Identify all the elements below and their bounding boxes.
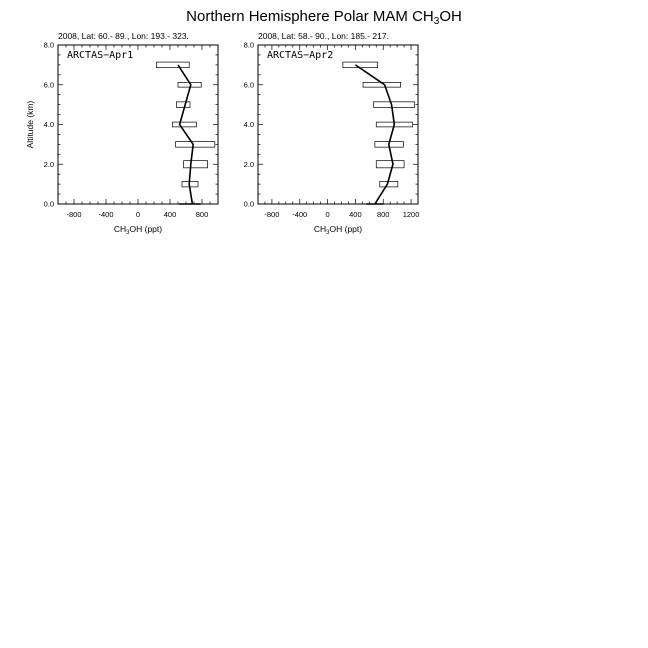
y-tick-label: 6.0	[43, 80, 54, 90]
mean-profile-line	[355, 65, 394, 204]
range-box	[172, 122, 196, 127]
y-tick-label: 2.0	[243, 159, 254, 169]
panel-header: 2008, Lat: 60.- 89., Lon: 193.- 323.	[58, 31, 189, 41]
x-tick-label: -400	[292, 210, 308, 219]
range-box	[373, 102, 414, 108]
campaign-label: ARCTAS−Apr1	[67, 50, 134, 61]
x-tick-label: 400	[349, 210, 362, 219]
y-tick-label: 4.0	[243, 120, 254, 130]
x-tick-label: 1200	[402, 210, 420, 219]
ticks-layer	[44, 41, 218, 219]
panel-apr2	[244, 31, 420, 236]
x-axis-label: $CH_3OH$ (ppt)	[113, 224, 163, 236]
y-tick-label: 4.0	[43, 120, 54, 130]
x-tick-label: -800	[264, 210, 280, 219]
y-tick-label: 2.0	[43, 159, 54, 169]
y-tick-label: 0.0	[243, 199, 254, 209]
range-box	[343, 62, 378, 68]
y-tick-label: 6.0	[243, 80, 254, 90]
x-tick-label: 800	[376, 210, 390, 219]
x-axis-label: $CH_3OH$ (ppt)	[313, 224, 363, 236]
mean-profile-line	[178, 65, 193, 204]
x-tick-label: 800	[195, 210, 209, 219]
x-tick-label: 0	[325, 210, 330, 219]
panel-apr1	[25, 31, 218, 236]
title-subscript: 3	[433, 16, 440, 27]
y-tick-label: 0.0	[43, 199, 54, 209]
y-axis-label: Altitude (km)	[25, 100, 35, 149]
plot-frame	[58, 45, 218, 204]
x-tick-label: 400	[163, 210, 177, 219]
title-text: Northern Hemisphere Polar MAM CH	[186, 8, 434, 25]
range-box	[176, 142, 215, 148]
x-tick-label: -800	[66, 210, 82, 219]
range-box	[156, 62, 189, 68]
campaign-label: ARCTAS−Apr2	[267, 50, 334, 61]
range-box	[380, 181, 398, 187]
x-tick-label: -400	[98, 210, 114, 219]
panel-header: 2008, Lat: 58.- 90., Lon: 185.- 217.	[258, 31, 389, 41]
title-text-end: OH	[439, 8, 462, 25]
range-box	[176, 102, 190, 108]
y-tick-label: 8.0	[243, 40, 254, 50]
range-box	[376, 161, 404, 168]
y-tick-label: 8.0	[43, 40, 54, 50]
boxes-layer	[343, 62, 415, 204]
range-box	[184, 161, 208, 168]
x-tick-label: 0	[135, 210, 141, 219]
